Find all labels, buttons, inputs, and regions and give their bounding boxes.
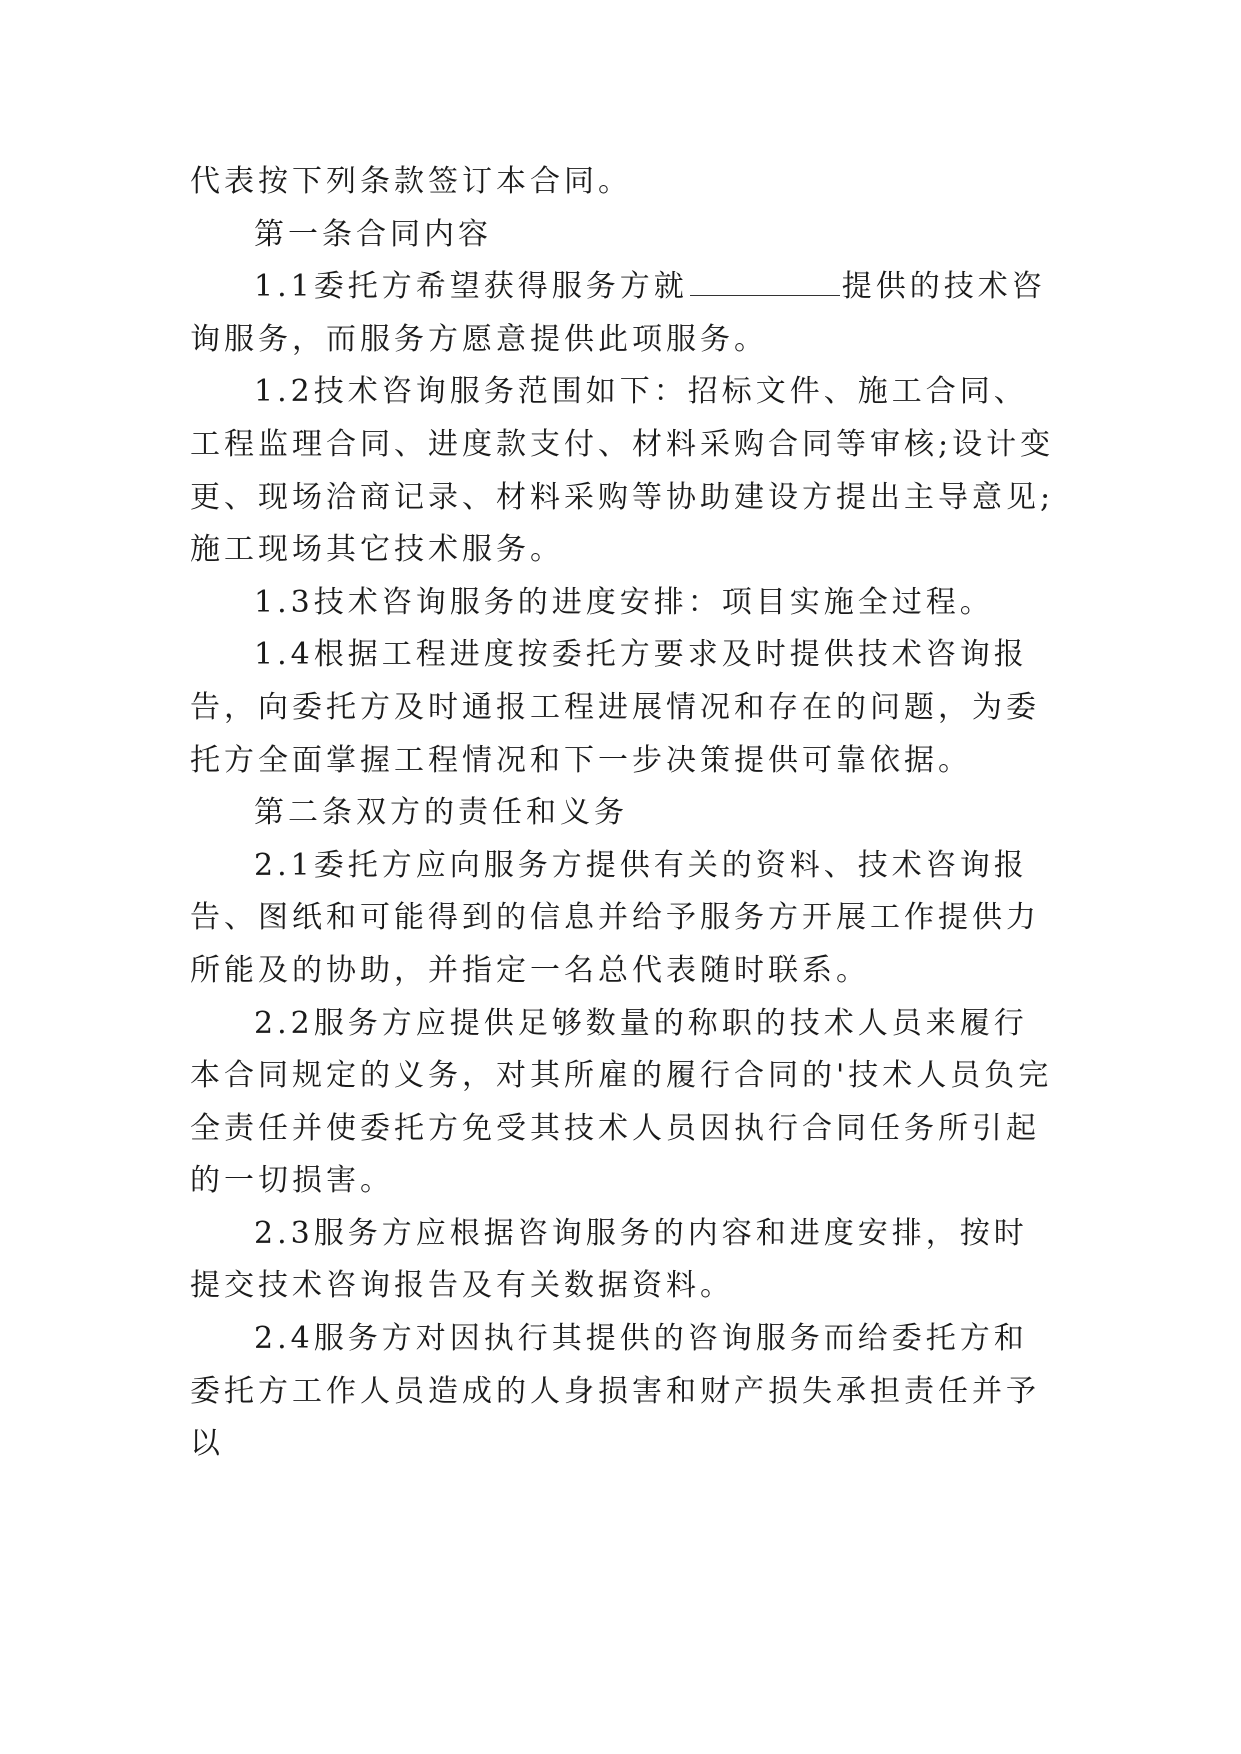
fill-in-blank	[690, 265, 840, 296]
clause-2-3: 2.3服务方应根据咨询服务的内容和进度安排，按时提交技术咨询报告及有关数据资料。	[190, 1215, 1028, 1304]
clause-1-4: 1.4根据工程进度按委托方要求及时提供技术咨询报告，向委托方及时通报工程进展情况和存在的问题，为委托方全面掌握工程情况和下一步决策提供可靠依据。	[190, 637, 1040, 778]
clause-1-1-part-a: 1.1委托方希望获得服务方就	[254, 269, 688, 305]
section-heading-1: 第一条合同内容	[254, 216, 492, 252]
section-heading-2: 第二条双方的责任和义务	[254, 795, 628, 831]
clause-2-2: 2.2服务方应提供足够数量的称职的技术人员来履行本合同规定的义务，对其所雇的履行合同的'技术人员负完全责任并使委托方免受其技术人员因执行合同任务所引起的一切损害。	[190, 1005, 1053, 1199]
clause-1-2: 1.2技术咨询服务范围如下：招标文件、施工合同、工程监理合同、进度款支付、材料采购合同等审核;设计变更、现场洽商记录、材料采购等协助建设方提出主导意见;施工现场其它技术服务。	[190, 374, 1055, 568]
clause-1-1	[190, 261, 1060, 366]
clause-2-4: 2.4服务方对因执行其提供的咨询服务而给委托方和委托方工作人员造成的人身损害和财产损失承担责任并予以	[190, 1321, 1040, 1462]
clause-2-1: 2.1委托方应向服务方提供有关的资料、技术咨询报告、图纸和可能得到的信息并给予服务方开展工作提供力所能及的协助，并指定一名总代表随时联系。	[190, 847, 1040, 988]
paragraph-continuation: 代表按下列条款签订本合同。	[190, 164, 632, 199]
document-body	[190, 156, 1060, 1471]
clause-1-1-part-b: 提供的技术咨询服务，而服务方愿意提供此项服务。	[190, 269, 1046, 357]
clause-1-3: 1.3技术咨询服务的进度安排：项目实施全过程。	[254, 584, 994, 620]
